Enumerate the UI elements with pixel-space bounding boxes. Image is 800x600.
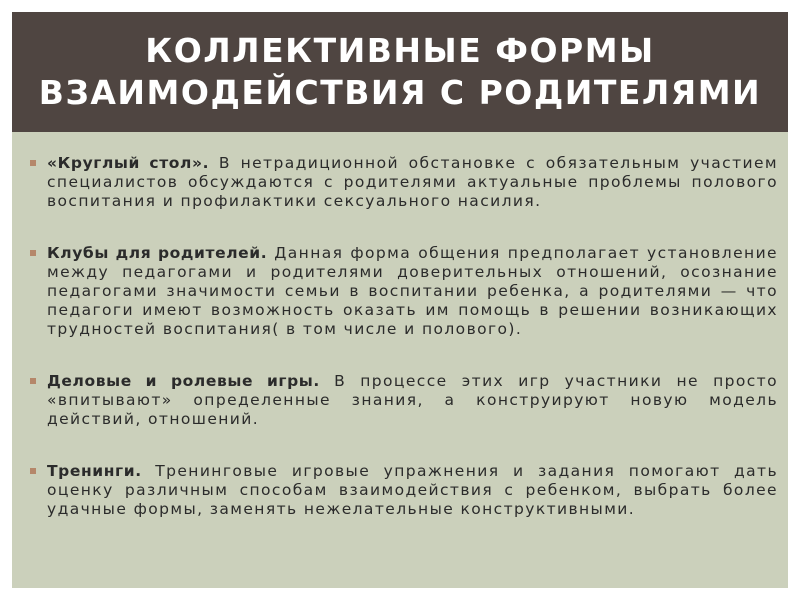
bullet-list xyxy=(30,154,778,552)
item-heading: «Круглый стол». xyxy=(47,154,210,172)
item-heading: Тренинги. xyxy=(47,462,142,480)
list-item xyxy=(30,154,778,211)
item-text xyxy=(47,154,778,211)
item-body: В нетрадиционной обстановке с обязательным участием специалистов обсуждаются с родителями актуальные проблемы полового воспитания и профилактики сексуального насилия. xyxy=(47,154,778,210)
square-bullet-icon xyxy=(30,378,36,384)
slide-title-line-1: КОЛЛЕКТИВНЫЕ ФОРМЫ xyxy=(145,31,655,70)
item-body: В процессе этих игр участники не просто «впитывают» определенные знания, а конструируют новую модель действий, отношений. xyxy=(47,372,778,428)
item-body: Тренинговые игровые упражнения и задания помогают дать оценку различным способам взаимодействия с ребенком, выбрать более удачные формы, заменять нежелательные конструктивными. xyxy=(47,462,778,518)
item-text xyxy=(47,372,778,429)
title-band xyxy=(12,12,788,132)
item-text xyxy=(47,244,778,339)
square-bullet-icon xyxy=(30,468,36,474)
list-item xyxy=(30,244,778,339)
item-text xyxy=(47,462,778,519)
list-item xyxy=(30,372,778,429)
slide xyxy=(12,12,788,588)
square-bullet-icon xyxy=(30,250,36,256)
item-heading: Клубы для родителей. xyxy=(47,244,268,262)
item-heading: Деловые и ролевые игры. xyxy=(47,372,320,390)
square-bullet-icon xyxy=(30,160,36,166)
list-item xyxy=(30,462,778,519)
item-body: Данная форма общения предполагает установление между педагогами и родителями доверительных отношений, осознание педагогами значимости семьи в воспитании ребенка, а родителями — что педагоги имеют возможность оказать им помощь в решении возникающих трудностей воспитания( в том числе и полового). xyxy=(47,244,778,338)
slide-title-line-2: ВЗАИМОДЕЙСТВИЯ С РОДИТЕЛЯМИ xyxy=(38,73,762,112)
